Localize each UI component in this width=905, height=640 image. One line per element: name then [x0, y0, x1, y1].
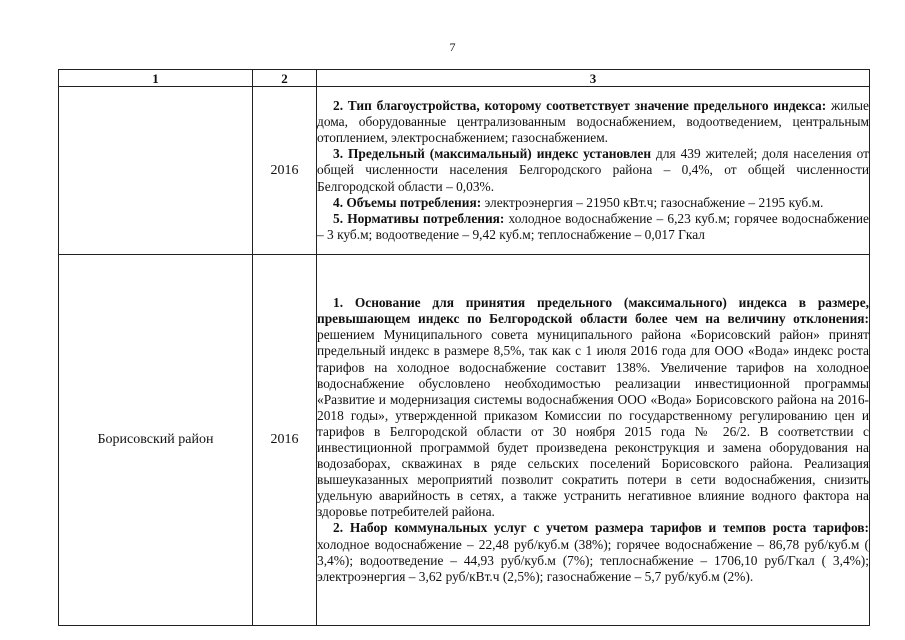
paragraph-text: холодное водоснабжение – 22,48 руб/куб.м (38%); горячее водоснабжение – 86,78 руб/куб.м ( 3,4%); водоотведение – 44,93 руб/куб.м (7%); теплоснабжение – 1706,10 руб/Гкал ( 3,4%); электроэнергия – 3,62 руб/кВт.ч (2,5%); газоснабжение – 5,7 руб/куб.м (2%). [317, 536, 869, 584]
paragraph-heading: 4. Объемы потребления: [333, 194, 482, 210]
paragraph-text: решением Муниципального совета муниципального района «Борисовский район» принят предельный индекс в размере 8,5%, так как с 1 июля 2016 года для ООО «Вода» индекс роста тарифов на холодное водоснабжение составит 138%. Увеличение тарифов на холодное водоснабжение обусловлено необходимостью реализации инвестиционной программы «Развитие и модернизация системы водоснабжения ООО «Вода» Борисовского района на 2016-2018 годы», утвержденной приказом Комиссии по государственному регулированию цен и тарифов в Белгородской области от 30 ноября 2015 года № 26/2. В соответствии с инвестиционной программой будет произведена реконструкция и замена оборудования на водозаборах, скважинах в ряде сельских поселений Борисовского района. Реализация вышеуказанных мероприятий позволит сократить потери в сети водоснабжения, снизить удельную аварийность в сетях, а также устранить негативное влияние водного фактора на здоровье потребителей района. [317, 327, 869, 520]
table-row [59, 255, 870, 626]
paragraph-heading: 2. Набор коммунальных услуг с учетом размера тарифов и темпов роста тарифов: [333, 520, 869, 536]
header-col-3: 3 [317, 70, 870, 87]
district-cell: Борисовский район [59, 255, 253, 626]
paragraph [317, 520, 869, 584]
description-cell [317, 87, 870, 255]
paragraph [317, 98, 869, 146]
paragraph [317, 146, 869, 194]
year-cell: 2016 [253, 87, 317, 255]
paragraph-heading: 2. Тип благоустройства, которому соответствует значение предельного индекса: [333, 98, 827, 114]
paragraph-text: электроэнергия – 21950 кВт.ч; газоснабжение – 2195 куб.м. [481, 194, 824, 210]
paragraph-text: для 439 жителей; доля населения от общей численности населения Белгородского района – 0,4%, от общей численности Белгородской области – 0,03%. [317, 146, 869, 194]
data-table [58, 69, 870, 626]
page-number: 7 [449, 40, 456, 54]
paragraph [317, 295, 869, 520]
header-col-1: 1 [59, 70, 253, 87]
paragraph-text: холодное водоснабжение – 6,23 куб.м; горячее водоснабжение – 3 куб.м; водоотведение – 9,42 куб.м; теплоснабжение – 0,017 Гкал [317, 210, 869, 242]
header-col-2: 2 [253, 70, 317, 87]
paragraph-heading: 5. Нормативы потребления: [333, 210, 505, 226]
district-cell [59, 87, 253, 255]
table-row [59, 87, 870, 255]
header-row [59, 70, 870, 87]
paragraph [317, 195, 869, 211]
paragraph-text: жилые дома, оборудованные централизованным водоснабжением, водоотведением, центральным отоплением, электроснабжением; газоснабжением. [317, 98, 869, 146]
paragraph-heading: 1. Основание для принятия предельного (максимального) индекса в размере, превышающем индекс по Белгородской области более чем на величину отклонения: [317, 295, 869, 327]
year-cell: 2016 [253, 255, 317, 626]
paragraph-heading: 3. Предельный (максимальный) индекс установлен [333, 146, 652, 162]
description-cell [317, 255, 870, 626]
paragraph [317, 211, 869, 243]
